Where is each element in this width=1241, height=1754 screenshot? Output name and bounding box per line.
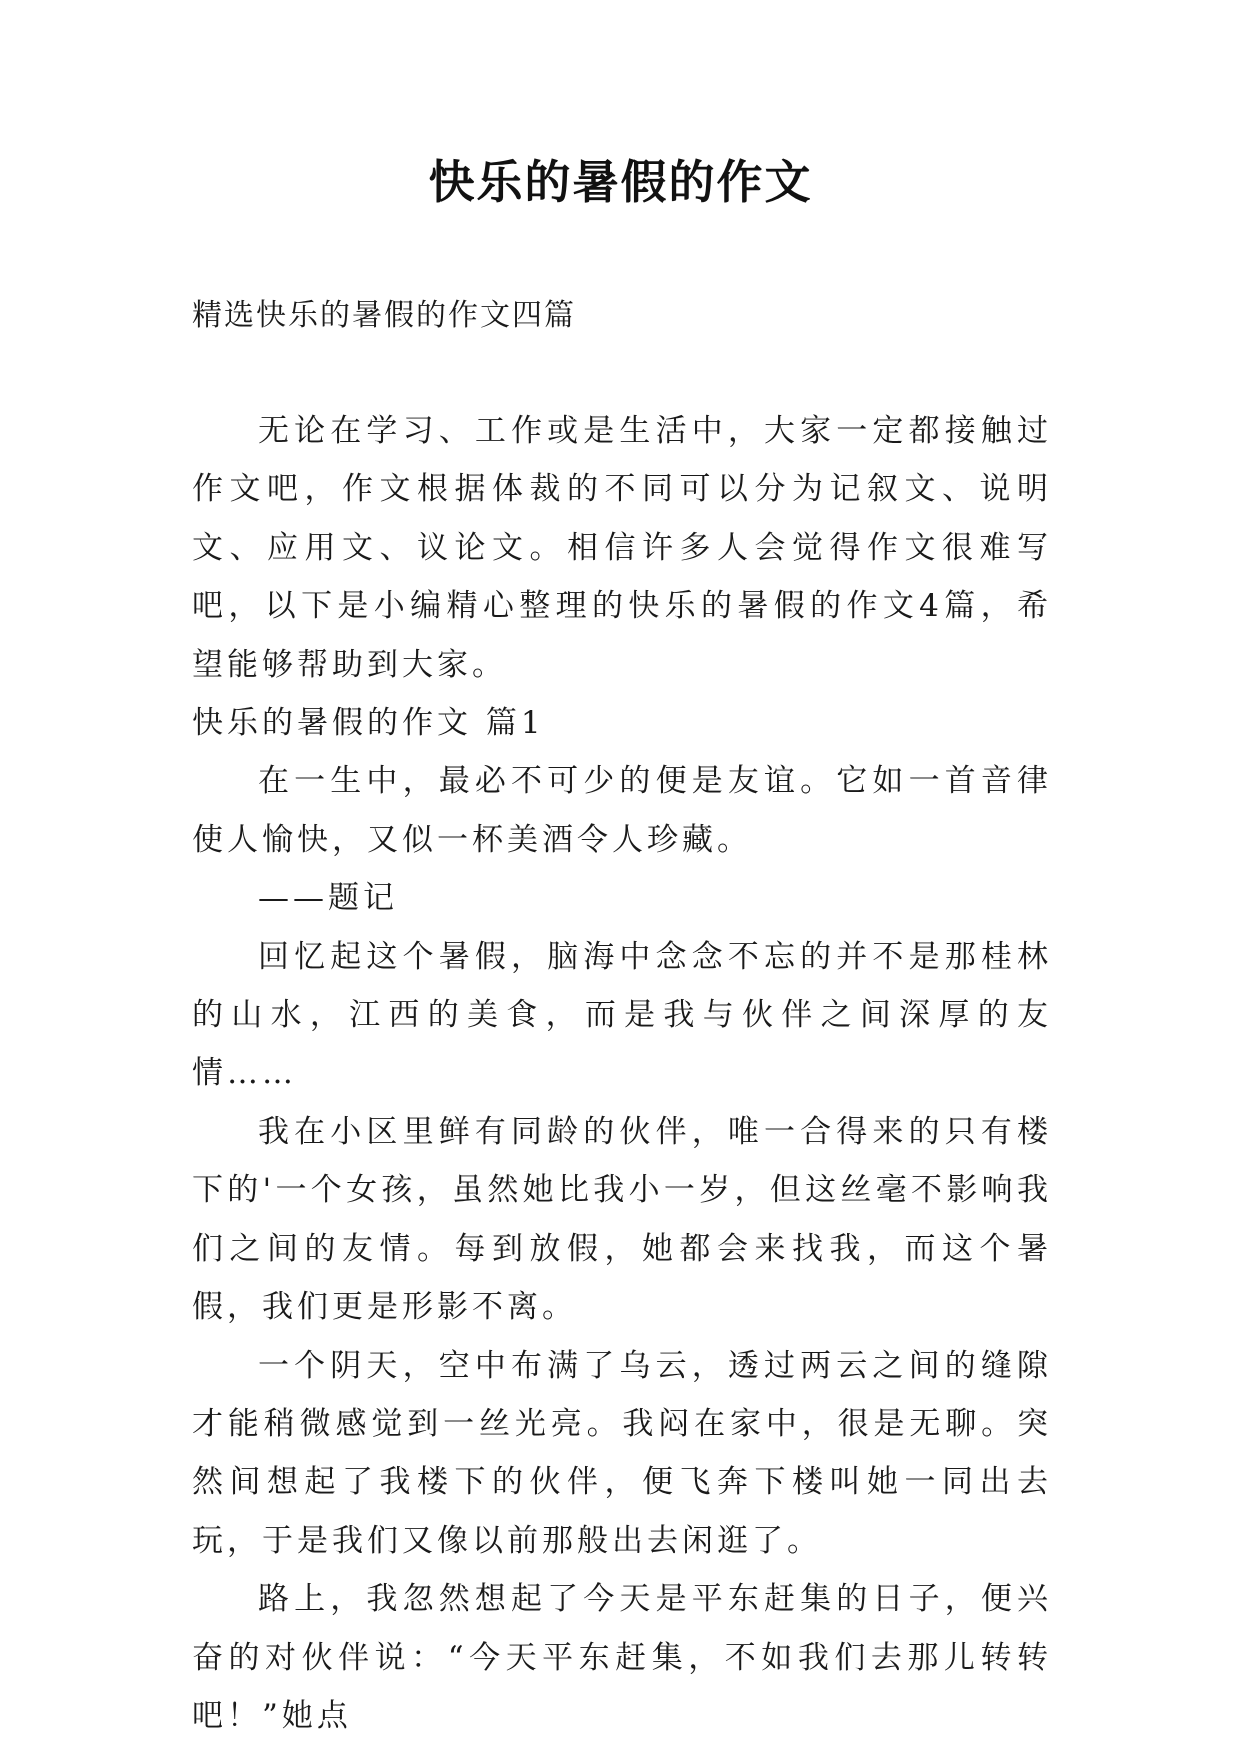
epigraph-attribution: ——题记 [258,880,398,917]
paragraph: 回忆起这个暑假，脑海中念念不忘的并不是那桂林的山水，江西的美食，而是我与伙伴之间深厚的友情…… [192,938,1052,1092]
paragraph-intro: 无论在学习、工作或是生活中，大家一定都接触过作文吧，作文根据体裁的不同可以分为记叙文、说明文、应用文、议论文。相信许多人会觉得作文很难写吧，以下是小编精心整理的快乐的暑假的作文4篇，希望能够帮助到大家。 [192,413,1052,683]
paragraph: 我在小区里鲜有同龄的伙伴，唯一合得来的只有楼下的'一个女孩，虽然她比我小一岁，但这丝毫不影响我们之间的友情。每到放假，她都会来找我，而这个暑假，我们更是形影不离。 [192,1113,1052,1326]
section-heading: 快乐的暑假的作文 篇1 [192,705,545,742]
paragraph: 一个阴天，空中布满了乌云，透过两云之间的缝隙才能稍微感觉到一丝光亮。我闷在家中，很是无聊。突然间想起了我楼下的伙伴，便飞奔下楼叫她一同出去玩，于是我们又像以前那般出去闲逛了。 [192,1347,1052,1559]
document-title: 快乐的暑假的作文 [428,155,813,209]
paragraph: 在一生中，最必不可少的便是友谊。它如一首音律使人愉快，又似一杯美酒令人珍藏。 [192,763,1052,858]
paragraph: 路上，我忽然想起了今天是平东赶集的日子，便兴奋的对伙伴说：“今天平东赶集，不如我们去那儿转转吧！”她点 [192,1581,1052,1734]
document-subtitle: 精选快乐的暑假的作文四篇 [192,298,576,333]
document-body [192,402,1052,1745]
